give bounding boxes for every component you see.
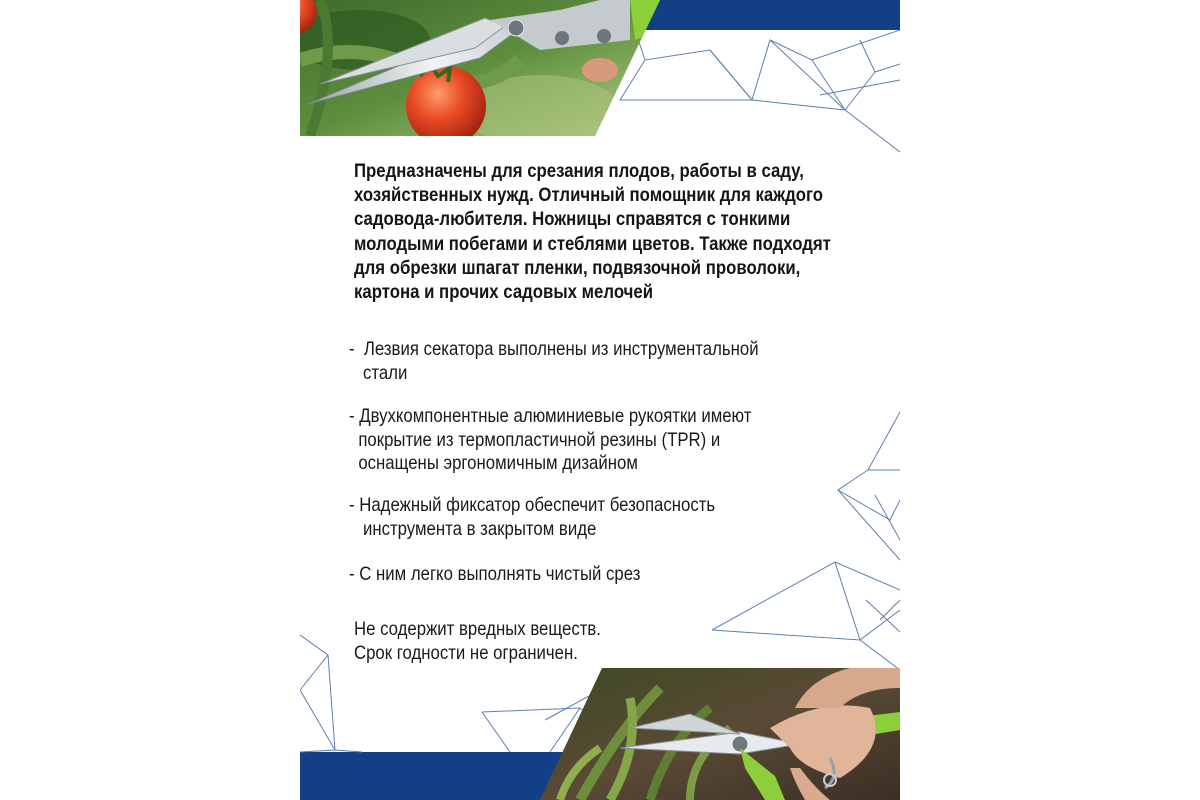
feature-bullet-lock	[349, 494, 715, 541]
safety-note	[354, 618, 601, 665]
feature-bullet-clean-cut	[349, 563, 640, 587]
note-line: Не содержит вредных веществ.	[354, 618, 601, 640]
wireframe-right-lower	[712, 562, 900, 670]
intro-line: садовода-любителя. Ножницы справятся с тонкими	[354, 208, 791, 231]
bottom-navy-band	[300, 752, 570, 800]
top-navy-band	[635, 0, 900, 30]
bullet-line: инструмента в закрытом виде	[349, 517, 597, 540]
feature-bullet-blades	[349, 338, 759, 385]
intro-line: картона и прочих садовых мелочей	[354, 281, 654, 304]
wireframe-right-middle	[838, 412, 900, 560]
product-info-card	[300, 0, 900, 800]
feature-bullet-handles	[349, 405, 751, 476]
intro-line: для обрезки шпагат пленки, подвязочной проволоки,	[354, 256, 801, 279]
bullet-line: - Двухкомпонентные алюминиевые рукоятки имеют	[349, 405, 752, 427]
note-line: Срок годности не ограничен.	[354, 641, 578, 664]
intro-paragraph	[354, 159, 836, 304]
bullet-line: - Лезвия секатора выполнены из инструментальной	[349, 338, 759, 360]
bullet-line: - Надежный фиксатор обеспечит безопасность	[349, 494, 716, 516]
bullet-line: оснащены эргономичным дизайном	[349, 452, 638, 474]
bullet-line: - С ним легко выполнять чистый срез	[349, 563, 641, 585]
tomato-shears-photo	[300, 0, 660, 136]
intro-line: Предназначены для срезания плодов, работы в саду,	[354, 160, 804, 182]
bullet-line: покрытие из термопластичной резины (TPR) и	[349, 428, 721, 451]
wireframe-top-right	[620, 30, 900, 152]
hand-shears-photo	[540, 668, 900, 800]
intro-line: хозяйственных нужд. Отличный помощник для каждого	[354, 184, 824, 207]
bullet-line: стали	[349, 361, 408, 384]
intro-line: молодыми побегами и стеблями цветов. Также подходят	[354, 232, 831, 255]
